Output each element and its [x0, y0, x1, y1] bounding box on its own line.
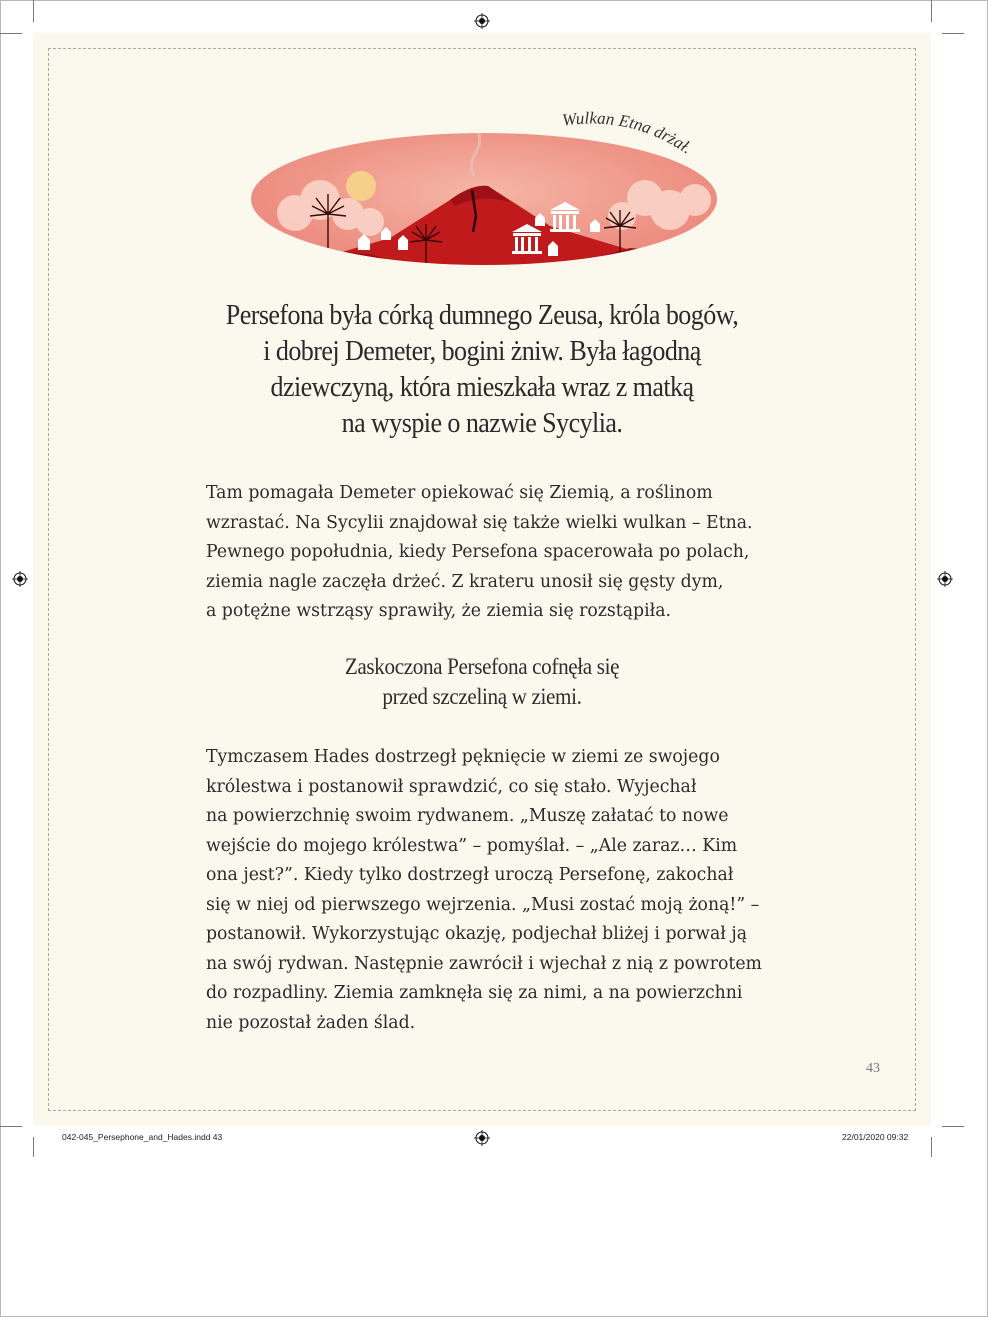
- registration-mark-icon: [937, 571, 953, 587]
- body-line: królestwa i postanowił sprawdzić, co się stało. Wyjechał: [206, 776, 697, 797]
- illustration-caption: [555, 104, 705, 168]
- body-paragraph-1: [206, 479, 766, 627]
- body-line: ziemia nagle zaczęła drżeć. Z krateru unosił się gęsty dym,: [206, 571, 724, 592]
- body-line: a potężne wstrząsy sprawiły, że ziemia się rozstąpiła.: [206, 601, 672, 621]
- pull-quote-line: przed szczeliną w ziemi.: [382, 684, 582, 709]
- crop-mark: [942, 33, 964, 34]
- body-line: Tam pomagała Demeter opiekować się Ziemią, a roślinom: [206, 483, 713, 503]
- slug-timestamp: 22/01/2020 09:32: [842, 1132, 909, 1142]
- lead-line: dziewczyną, która mieszkała wraz z matką: [270, 372, 694, 403]
- body-paragraph-2: [206, 743, 766, 1038]
- body-line: ona jest?”. Kiedy tylko dostrzegł uroczą Persefonę, zakochał: [206, 865, 734, 885]
- body-line: Tymczasem Hades dostrzegł pęknięcie w ziemi ze swojego: [206, 747, 720, 767]
- crop-mark: [0, 1126, 22, 1127]
- body-line: postanowił. Wykorzystując okazję, podjechał bliżej i porwał ją: [206, 924, 748, 944]
- body-line: Pewnego popołudnia, kiedy Persefona spacerowała po polach,: [206, 542, 750, 562]
- body-line: do rozpadliny. Ziemia zamknęła się za nimi, a na powierzchni: [206, 983, 743, 1003]
- svg-text:Wulkan Etna drżał.: Wulkan Etna drżał.: [561, 108, 696, 158]
- registration-mark-icon: [12, 571, 28, 587]
- sun-icon: [346, 171, 376, 201]
- body-line: się w niej od pierwszego wejrzenia. „Musi zostać moją żoną!” –: [206, 894, 760, 915]
- lead-line: i dobrej Demeter, bogini żniw. Była łagodną: [263, 336, 701, 367]
- pull-quote: [296, 652, 668, 712]
- crop-mark: [931, 0, 932, 22]
- body-line: wzrastać. Na Sycylii znajdował się także wielki wulkan – Etna.: [206, 512, 753, 533]
- lead-line: na wyspie o nazwie Sycylia.: [341, 408, 623, 439]
- crop-mark: [33, 0, 34, 22]
- slug-filename: 042-045_Persephone_and_Hades.indd 43: [62, 1132, 223, 1142]
- body-line: wejście do mojego królestwa” – pomyślał. – „Ale zaraz… Kim: [206, 835, 738, 856]
- lead-paragraph: [220, 298, 745, 442]
- crop-mark: [0, 33, 22, 34]
- registration-mark-icon: [474, 1130, 490, 1146]
- crop-mark: [33, 1137, 34, 1157]
- page-number: 43: [866, 1061, 880, 1076]
- pull-quote-line: Zaskoczona Persefona cofnęła się: [344, 654, 620, 679]
- body-line: na swój rydwan. Następnie zawrócił i wjechał z nią z powrotem: [206, 953, 762, 974]
- registration-mark-icon: [474, 13, 490, 29]
- crop-mark: [942, 1126, 964, 1127]
- body-line: nie pozostał żaden ślad.: [206, 1012, 416, 1033]
- crop-mark: [931, 1137, 932, 1157]
- body-line: na powierzchnię swoim rydwanem. „Muszę załatać to nowe: [206, 806, 729, 826]
- lead-line: Persefona była córką dumnego Zeusa, króla bogów,: [225, 300, 739, 331]
